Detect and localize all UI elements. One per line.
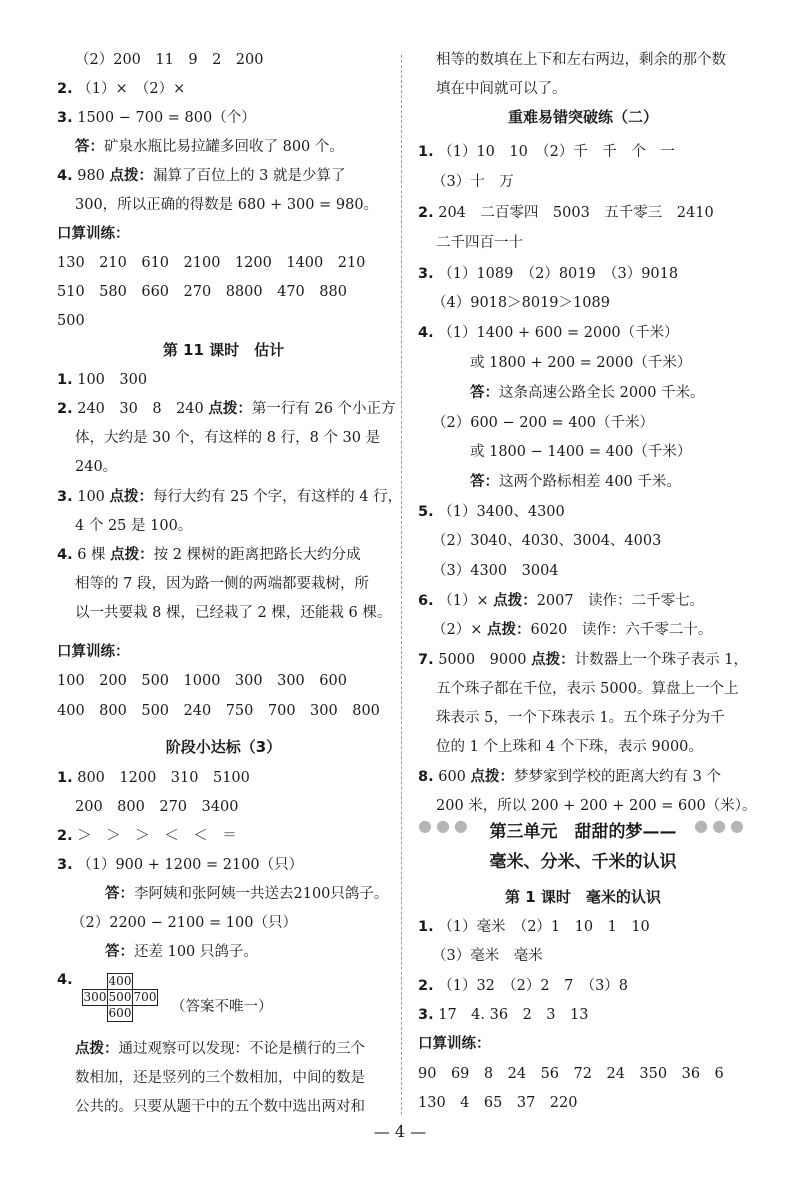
answer-text: （1）× bbox=[438, 593, 489, 609]
answer-text: 矿泉水瓶比易拉罐多回收了 800 个。 bbox=[104, 139, 344, 155]
hint-label: 点拨： bbox=[493, 593, 537, 609]
answer-item-2 bbox=[418, 203, 714, 223]
answer-text: 这条高速公路全长 2000 千米。 bbox=[499, 385, 705, 401]
grid-cell-left: 300 bbox=[83, 990, 107, 1004]
hint-text: 通过观察可以发现：不论是横行的三个 bbox=[118, 1041, 365, 1057]
answer-item-4 bbox=[418, 323, 679, 343]
item-number: 1. bbox=[57, 372, 73, 388]
answer-continuation: （4）9018＞8019＞1089 bbox=[432, 295, 610, 311]
hint-text: 2007 读作：二千零七。 bbox=[536, 593, 705, 609]
grid-note: （答案不唯一） bbox=[171, 999, 273, 1015]
hint-continuation: 位的 1 个上珠和 4 个下珠，表示 9000。 bbox=[436, 739, 703, 755]
oral-practice-row: 130 4 65 37 220 bbox=[418, 1095, 578, 1111]
answer-item-5 bbox=[418, 502, 565, 522]
hint-label: 点拨： bbox=[109, 489, 154, 505]
answer-continuation bbox=[432, 620, 712, 640]
answer-continuation: （2）3040、4030、3004、4003 bbox=[432, 533, 662, 549]
answer-label: 答： bbox=[105, 886, 134, 902]
answer-continuation: （2）2200 − 2100 = 100（只） bbox=[71, 915, 297, 931]
answer-text: 还差 100 只鸽子。 bbox=[134, 944, 258, 960]
answer-item-2 bbox=[418, 976, 628, 996]
answer-text: 100 300 bbox=[77, 372, 148, 388]
hint-continuation: 240。 bbox=[75, 459, 118, 475]
answer-text: （1）10 10 （2）千 千 个 一 bbox=[438, 144, 675, 160]
item-number: 4. bbox=[57, 972, 73, 988]
hint-continuation: 相等的 7 段，因为路一侧的两端都要栽树，所 bbox=[75, 576, 369, 592]
answer-label: 答： bbox=[470, 385, 499, 401]
decorative-dots-left: ●●● bbox=[418, 816, 472, 835]
answer-label: 答： bbox=[470, 474, 499, 490]
section-heading: 阶段小达标（3） bbox=[165, 738, 282, 756]
answer-continuation: 二千四百一十 bbox=[436, 235, 523, 251]
oral-practice-title: 口算训练： bbox=[418, 1036, 491, 1052]
hint-continuation: 五个珠子都在千位，表示 5000。算盘上一个上 bbox=[436, 681, 739, 697]
answer-continuation: （3）4300 3004 bbox=[432, 563, 559, 579]
answer-text: （1）3400、4300 bbox=[438, 504, 565, 520]
item-number: 2. bbox=[57, 81, 73, 97]
unit-title-line-2: 毫米、分米、千米的认识 bbox=[489, 852, 677, 872]
hint-continuation: 填在中间就可以了。 bbox=[436, 81, 567, 97]
section-heading: 第 1 课时 毫米的认识 bbox=[505, 888, 661, 906]
answer-item-2 bbox=[57, 826, 237, 846]
answer-text: 100 bbox=[77, 489, 105, 505]
hint-text: 漏算了百位上的 3 就是少算了 bbox=[153, 168, 346, 184]
item-number: 3. bbox=[418, 1007, 434, 1023]
answer-text: 240 30 8 240 bbox=[77, 401, 204, 417]
hint-label: 点拨： bbox=[75, 1041, 119, 1057]
oral-practice-row: 510 580 660 270 8800 470 880 bbox=[57, 284, 347, 300]
hint-continuation: 公共的。只要从题干中的五个数中选出两对和 bbox=[75, 1099, 365, 1115]
answer-text: ＞ ＞ ＞ ＜ ＜ ＝ bbox=[77, 828, 237, 844]
answer-text: （1）毫米 （2）1 10 1 10 bbox=[438, 919, 650, 935]
item-number: 3. bbox=[57, 857, 73, 873]
answer-item-1 bbox=[57, 370, 147, 390]
hint-continuation: 相等的数填在上下和左右两边，剩余的那个数 bbox=[436, 52, 726, 68]
answer-text: （1）× （2）× bbox=[77, 81, 186, 97]
answer-label: 答： bbox=[105, 944, 134, 960]
hint-label: 点拨： bbox=[531, 652, 575, 668]
hint-continuation: 300，所以正确的得数是 680 + 300 = 980。 bbox=[75, 197, 379, 213]
answer-label: 答： bbox=[75, 139, 104, 155]
hint-continuation: 数相加，还是竖列的三个数相加，中间的数是 bbox=[75, 1070, 365, 1086]
hint-text: 每行大约有 25 个字，有这样的 4 行， bbox=[153, 489, 403, 505]
answer-statement bbox=[75, 137, 344, 157]
answer-item-1 bbox=[57, 768, 250, 788]
hint-text: 计数器上一个珠子表示 1， bbox=[574, 652, 748, 668]
answer-text: 800 1200 310 5100 bbox=[77, 770, 250, 786]
oral-practice-row: 400 800 500 240 750 700 300 800 bbox=[57, 703, 380, 719]
grid-empty-cell bbox=[133, 1006, 158, 1022]
column-divider bbox=[401, 55, 402, 1115]
hint-continuation: 200 米，所以 200 + 200 + 200 = 600（米）。 bbox=[436, 798, 757, 814]
grid-cell-bottom: 600 bbox=[108, 1006, 132, 1020]
answer-continuation: （3）十 万 bbox=[432, 174, 514, 190]
unit-title-line-1: 第三单元 甜甜的梦—— bbox=[489, 822, 677, 842]
item-number: 6. bbox=[418, 593, 434, 609]
answer-item-2 bbox=[57, 79, 185, 99]
answer-item-4 bbox=[57, 166, 345, 186]
hint-label: 点拨： bbox=[486, 622, 531, 638]
item-number: 8. bbox=[418, 769, 434, 785]
answer-statement bbox=[105, 884, 388, 904]
item-number: 5. bbox=[418, 504, 434, 520]
answer-text: 这两个路标相差 400 千米。 bbox=[499, 474, 681, 490]
answer-text: 李阿姨和张阿姨一共送去2100只鸽子。 bbox=[134, 886, 389, 902]
item-number: 1. bbox=[418, 919, 434, 935]
oral-practice-row: 90 69 8 24 56 72 24 350 36 6 bbox=[418, 1066, 724, 1082]
answer-text: 5000 9000 bbox=[438, 652, 527, 668]
item-number: 2. bbox=[57, 401, 73, 417]
answer-text: 6 棵 bbox=[77, 547, 106, 563]
hint-text: 按 2 棵树的距离把路长大约分成 bbox=[153, 547, 361, 563]
hint-label: 点拨： bbox=[470, 769, 515, 785]
answer-text: 204 二百零四 5003 五千零三 2410 bbox=[438, 205, 714, 221]
answer-item-3 bbox=[418, 264, 678, 284]
answer-statement bbox=[105, 942, 258, 962]
hint-paragraph bbox=[75, 1039, 365, 1059]
answer-item-3 bbox=[57, 108, 256, 128]
hint-text: 第一行有 26 个小正方 bbox=[251, 401, 396, 417]
answer-text: 17 4. 36 2 3 13 bbox=[438, 1007, 589, 1023]
item-number: 3. bbox=[57, 489, 73, 505]
hint-continuation: 以一共要栽 8 棵，已经栽了 2 棵，还能栽 6 棵。 bbox=[75, 605, 392, 621]
item-number: 2. bbox=[418, 978, 434, 994]
answer-item-7 bbox=[418, 650, 748, 670]
number-cross-grid bbox=[82, 973, 158, 1022]
page-number: — 4 — bbox=[373, 1122, 427, 1141]
answer-statement bbox=[470, 472, 681, 492]
oral-practice-title: 口算训练： bbox=[57, 644, 130, 660]
answer-text: （1）1400 + 600 = 2000（千米） bbox=[438, 325, 679, 341]
item-number: 4. bbox=[57, 547, 73, 563]
item-number: 1. bbox=[57, 770, 73, 786]
grid-cell-center: 500 bbox=[108, 990, 132, 1004]
section-heading: 重难易错突破练（二） bbox=[507, 108, 658, 126]
answer-item-2 bbox=[57, 399, 396, 419]
section-heading: 第 11 课时 估计 bbox=[162, 341, 285, 359]
hint-label: 点拨： bbox=[110, 547, 154, 563]
grid-empty-cell bbox=[83, 1006, 108, 1022]
hint-label: 点拨： bbox=[208, 401, 252, 417]
answer-item-1 bbox=[418, 142, 675, 162]
oral-practice-row: 500 bbox=[57, 313, 85, 329]
item-number: 1. bbox=[418, 144, 434, 160]
oral-practice-row: 100 200 500 1000 300 300 600 bbox=[57, 673, 347, 689]
oral-practice-row: 130 210 610 2100 1200 1400 210 bbox=[57, 255, 366, 271]
answer-line: （2）200 11 9 2 200 bbox=[75, 52, 264, 68]
grid-cell-right: 700 bbox=[133, 990, 157, 1004]
answer-item-6 bbox=[418, 591, 704, 611]
item-number: 2. bbox=[418, 205, 434, 221]
answer-continuation: 200 800 270 3400 bbox=[75, 799, 239, 815]
answer-text: （1）32 （2）2 7 （3）8 bbox=[438, 978, 629, 994]
answer-continuation: 或 1800 + 200 = 2000（千米） bbox=[470, 355, 692, 371]
grid-empty-cell bbox=[133, 974, 158, 990]
answer-continuation: 或 1800 − 1400 = 400（千米） bbox=[470, 444, 692, 460]
item-number: 3. bbox=[57, 110, 73, 126]
hint-text: 梦梦家到学校的距离大约有 3 个 bbox=[514, 769, 721, 785]
item-number: 3. bbox=[418, 266, 434, 282]
answer-text: （2）× bbox=[432, 622, 483, 638]
item-number: 4. bbox=[418, 325, 434, 341]
answer-text: 980 bbox=[77, 168, 105, 184]
hint-continuation: 珠表示 5，一个下珠表示 1。五个珠子分为千 bbox=[436, 710, 725, 726]
hint-continuation: 体，大约是 30 个，有这样的 8 行，8 个 30 是 bbox=[75, 430, 381, 446]
answer-text: （1）900 + 1200 = 2100（只） bbox=[77, 857, 304, 873]
answer-item-8 bbox=[418, 767, 721, 787]
answer-continuation: （3）毫米 毫米 bbox=[432, 948, 543, 964]
grid-cell-top: 400 bbox=[108, 974, 132, 988]
answer-text: （1）1089 （2）8019 （3）9018 bbox=[438, 266, 679, 282]
hint-continuation: 4 个 25 是 100。 bbox=[75, 518, 193, 534]
item-number: 4. bbox=[57, 168, 73, 184]
item-number: 7. bbox=[418, 652, 434, 668]
answer-text: 1500 − 700 = 800（个） bbox=[77, 110, 256, 126]
answer-item-3 bbox=[418, 1005, 588, 1025]
hint-label: 点拨： bbox=[109, 168, 154, 184]
answer-item-3 bbox=[57, 855, 303, 875]
item-number: 2. bbox=[57, 828, 73, 844]
answer-text: 600 bbox=[438, 769, 466, 785]
oral-practice-title: 口算训练： bbox=[57, 226, 130, 242]
answer-item-3 bbox=[57, 487, 402, 507]
answer-continuation: （2）600 − 200 = 400（千米） bbox=[432, 415, 654, 431]
grid-empty-cell bbox=[83, 974, 108, 990]
decorative-dots-right: ●●● bbox=[694, 816, 748, 835]
answer-statement bbox=[470, 383, 705, 403]
answer-item-1 bbox=[418, 917, 650, 937]
hint-text: 6020 读作：六千零二十。 bbox=[530, 622, 713, 638]
answer-item-4 bbox=[57, 545, 361, 565]
